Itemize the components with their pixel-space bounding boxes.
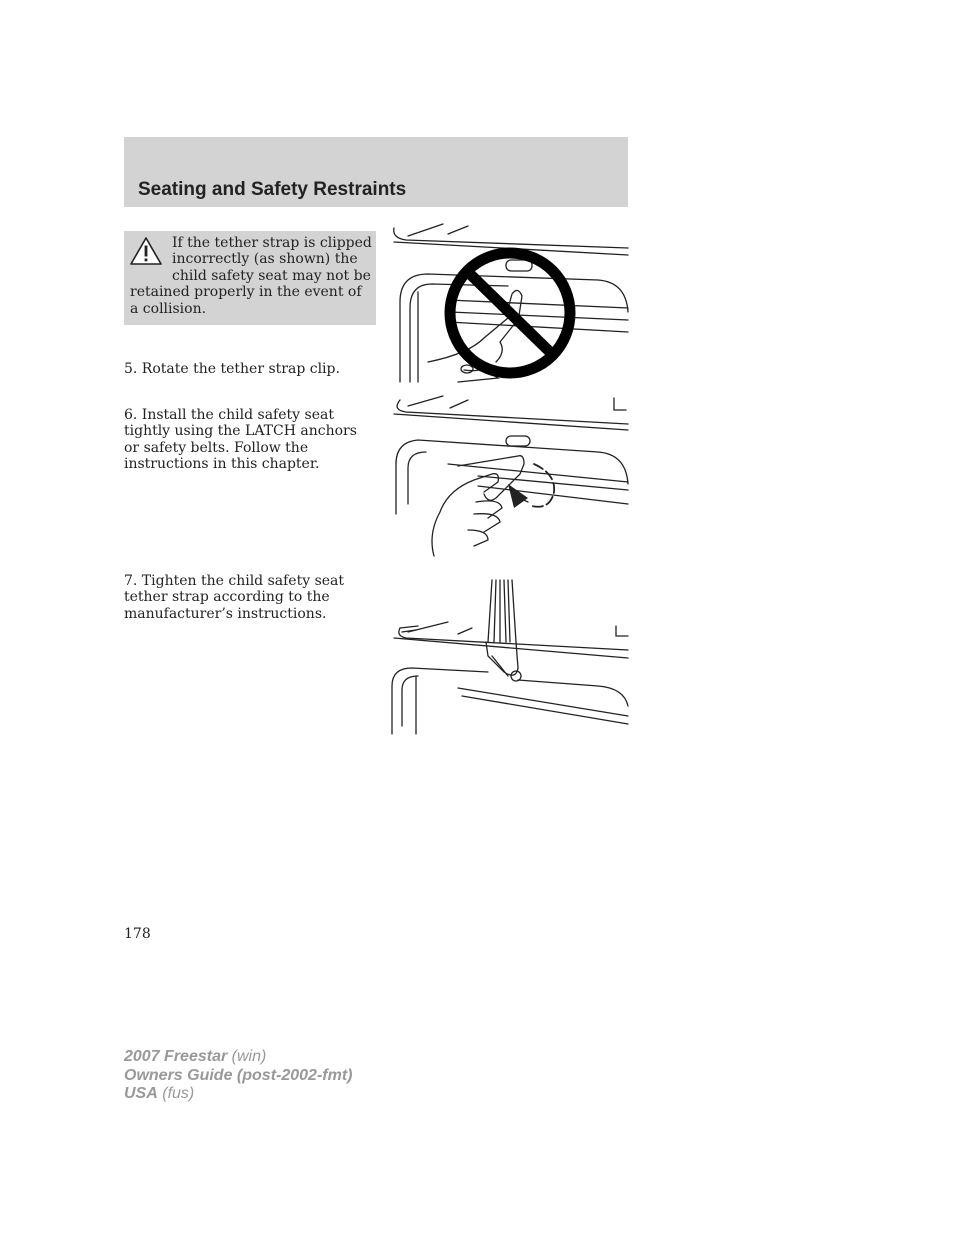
rotate-clip-illustration (388, 394, 630, 558)
footer-model: 2007 Freestar (124, 1048, 228, 1065)
step-5-text: 5. Rotate the tether strap clip. (124, 361, 340, 377)
footer-model-code: (win) (231, 1048, 267, 1065)
footer-market-code: (fus) (162, 1085, 195, 1102)
warning-text: If the tether strap is clipped incorrectly (as shown) the child safety seat may not be retained properly in the event of a collision. (130, 235, 372, 317)
tighten-strap-illustration (388, 576, 630, 736)
warning-box (124, 231, 376, 325)
section-header (124, 137, 628, 207)
section-title: Seating and Safety Restraints (138, 179, 407, 200)
page-number: 178 (124, 926, 151, 942)
footer-line-1 (124, 1048, 352, 1067)
footer-line-2 (124, 1067, 352, 1086)
document-footer (124, 1048, 352, 1104)
footer-market: USA (124, 1085, 158, 1102)
step-6-text: 6. Install the child safety seat tightly using the LATCH anchors or safety belts. Follow the instructions in this chapter. (124, 407, 357, 473)
step-7-text: 7. Tighten the child safety seat tether strap according to the manufacturer’s instructions. (124, 573, 345, 622)
footer-line-3 (124, 1085, 352, 1104)
footer-guide: Owners Guide (post-2002-fmt) (124, 1066, 353, 1084)
incorrect-clip-illustration (388, 222, 630, 386)
